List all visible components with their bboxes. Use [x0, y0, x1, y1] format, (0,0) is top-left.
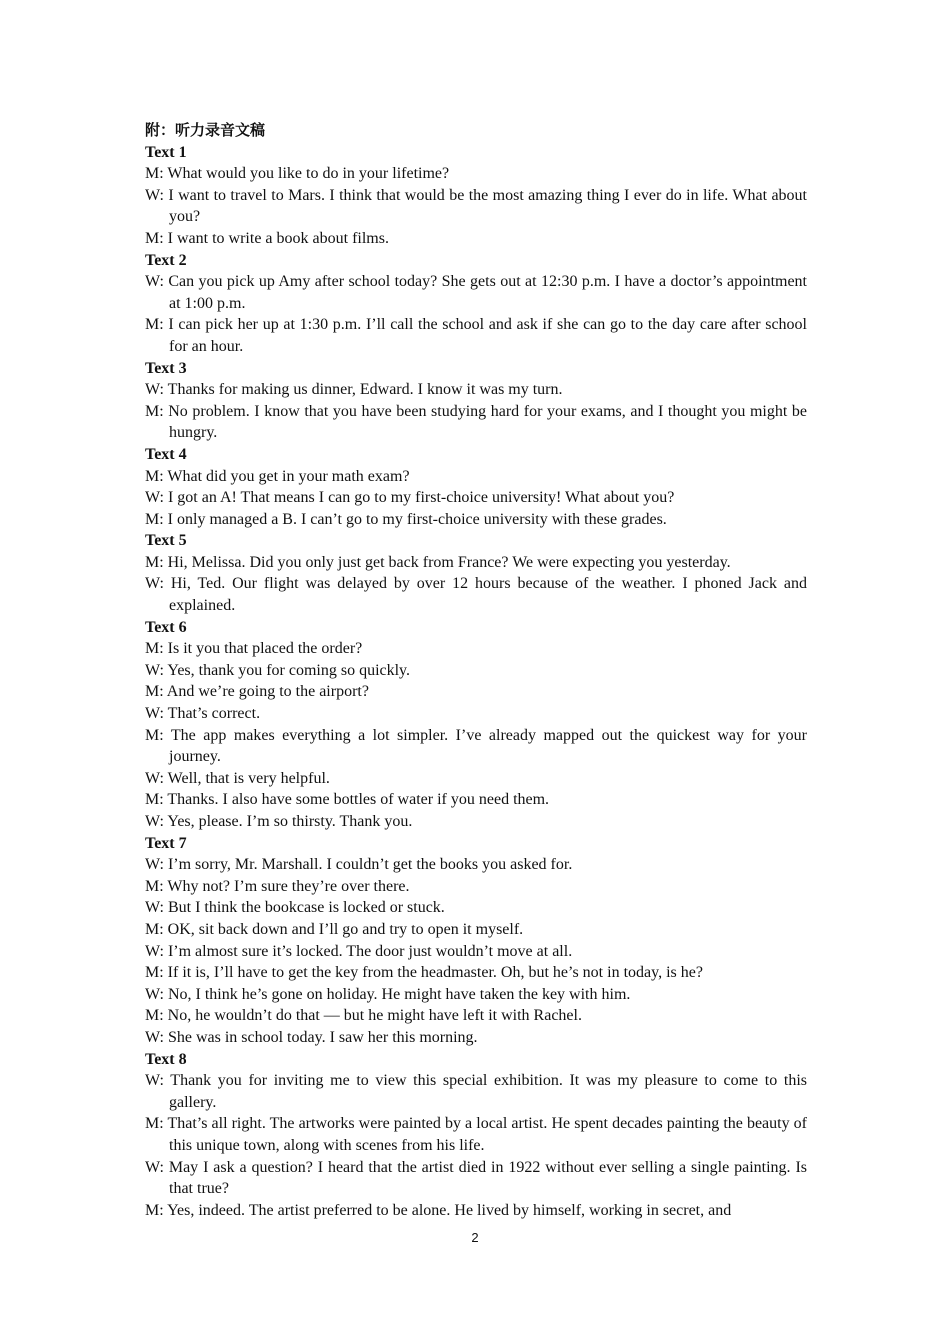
page-number: 2 [471, 1230, 479, 1245]
dialogue-line: W: May I ask a question? I heard that the artist died in 1922 without ever selling a single painting. Is that true? [145, 1158, 807, 1198]
dialogue-line: W: Yes, thank you for coming so quickly. [145, 661, 411, 679]
dialogue-line: W: But I think the bookcase is locked or stuck. [145, 899, 445, 917]
dialogue-line: W: No, I think he’s gone on holiday. He might have taken the key with him. [145, 985, 631, 1003]
dialogue-line: W: Can you pick up Amy after school today? She gets out at 12:30 p.m. I have a doctor’s appointment at 1:00 p.m. [145, 273, 807, 312]
dialogue-line: W: I got an A! That means I can go to my first-choice university! What about you? [145, 489, 675, 507]
dialogue-line: M: No problem. I know that you have been studying hard for your exams, and I thought you might be hungry. [145, 402, 807, 442]
dialogue-line: M: I only managed a B. I can’t go to my first-choice university with these grades. [145, 510, 667, 528]
text-title: Text 7 [145, 834, 187, 852]
dialogue-line: M: Thanks. I also have some bottles of water if you need them. [145, 791, 550, 809]
dialogue-line: M: Yes, indeed. The artist preferred to be alone. He lived by himself, working in secret, and [145, 1201, 732, 1219]
dialogue-line: W: I want to travel to Mars. I think that would be the most amazing thing I ever do in life. What about you? [145, 186, 807, 226]
dialogue-line: W: Hi, Ted. Our flight was delayed by over 12 hours because of the weather. I phoned Jack and explained. [145, 575, 807, 615]
dialogue-line: W: That’s correct. [145, 705, 261, 723]
dialogue-line: W: Yes, please. I’m so thirsty. Thank you. [145, 813, 413, 830]
text-block-4 [145, 444, 807, 530]
dialogue-line: M: No, he wouldn’t do that — but he might have left it with Rachel. [145, 1007, 582, 1025]
dialogue-line: M: What did you get in your math exam? [145, 467, 410, 485]
text-title: Text 1 [145, 143, 187, 161]
text-title: Text 3 [145, 359, 187, 377]
dialogue-line: W: Thank you for inviting me to view this special exhibition. It was my pleasure to come to this gallery. [145, 1072, 807, 1111]
text-title: Text 5 [145, 532, 187, 550]
dialogue-line: M: If it is, I’ll have to get the key from the headmaster. Oh, but he’s not in today, is he? [145, 964, 703, 982]
dialogue-line: M: I can pick her up at 1:30 p.m. I’ll call the school and ask if she can go to the day care after school for an hour. [145, 316, 807, 355]
dialogue-line: W: Thanks for making us dinner, Edward. I know it was my turn. [145, 381, 563, 399]
dialogue-line: M: And we’re going to the airport? [145, 683, 369, 701]
text-title: Text 2 [145, 251, 187, 269]
dialogue-line: W: She was in school today. I saw her this morning. [145, 1028, 478, 1046]
dialogue-line: W: Well, that is very helpful. [145, 769, 330, 787]
transcript-heading: 附：听力录音文稿 [145, 121, 266, 139]
text-title: Text 8 [145, 1050, 187, 1068]
text-block-7 [145, 833, 807, 1049]
dialogue-line: M: Is it you that placed the order? [145, 640, 363, 658]
dialogue-line: M: Why not? I’m sure they’re over there. [145, 877, 410, 895]
dialogue-line: M: That’s all right. The artworks were painted by a local artist. He spent decades painting the beauty of this unique town, along with scenes from his life. [145, 1115, 807, 1154]
text-block-5 [145, 530, 807, 616]
text-block-6 [145, 617, 807, 833]
dialogue-line: M: Hi, Melissa. Did you only just get back from France? We were expecting you yesterday. [145, 553, 731, 571]
dialogue-line: M: What would you like to do in your lifetime? [145, 165, 450, 183]
dialogue-line: W: I’m sorry, Mr. Marshall. I couldn’t get the books you asked for. [145, 856, 573, 874]
dialogue-line: M: OK, sit back down and I’ll go and try to open it myself. [145, 920, 524, 938]
dialogue-line: W: I’m almost sure it’s locked. The door just wouldn’t move at all. [145, 942, 573, 960]
text-block-8 [145, 1049, 807, 1222]
text-block-1 [145, 142, 807, 250]
text-block-2 [145, 250, 807, 358]
dialogue-line: M: The app makes everything a lot simpler. I’ve already mapped out the quickest way for your journey. [145, 726, 807, 766]
text-block-3 [145, 358, 807, 444]
dialogue-line: M: I want to write a book about films. [145, 229, 389, 247]
text-title: Text 6 [145, 618, 187, 636]
text-title: Text 4 [145, 445, 187, 463]
